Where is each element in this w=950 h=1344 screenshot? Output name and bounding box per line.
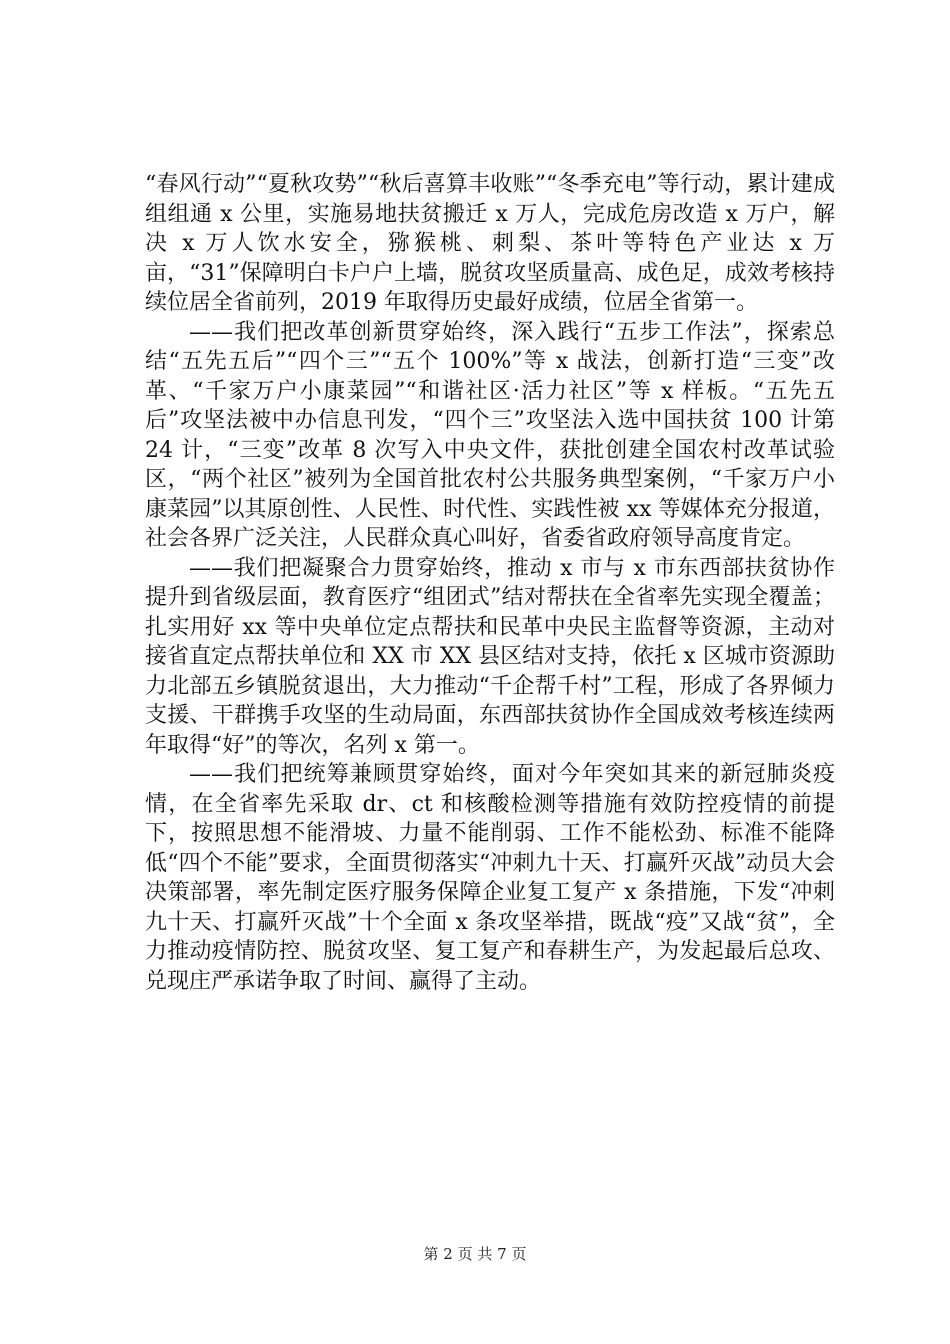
page-number-footer: 第 2 页 共 7 页	[423, 1245, 527, 1263]
paragraph-4: ——我们把统筹兼顾贯穿始终，面对今年突如其来的新冠肺炎疫情，在全省率先采取 dr、ct 和核酸检测等措施有效防控疫情的前提下，按照思想不能滑坡、力量不能削弱、工作不能松劲、标准不能降低“四个不能”要求，全面贯彻落实“冲刺九十天、打赢歼灭战”动员大会决策部署，率先制定医疗服务保障企业复工复产 x 条措施，下发“冲刺九十天、打赢歼灭战”十个全面 x 条攻坚举措，既战“疫”又战“贫”，全力推动疫情防控、脱贫攻坚、复工复产和春耕生产，为发起最后总攻、兑现庄严承诺争取了时间、赢得了主动。	[145, 762, 835, 994]
paragraph-3: ——我们把凝聚合力贯穿始终，推动 x 市与 x 市东西部扶贫协作提升到省级层面，教育医疗“组团式”结对帮扶在全省率先实现全覆盖；扎实用好 xx 等中央单位定点帮扶和民革中央民主监督等资源，主动对接省直定点帮扶单位和 XX 市 XX 县区结对支持，依托 x 区城市资源助力北部五乡镇脱贫退出，大力推动“千企帮千村”工程，形成了各界倾力支援、干群携手攻坚的生动局面，东西部扶贫协作全国成效考核连续两年取得“好”的等次，名列 x 第一。	[145, 555, 835, 758]
document-body	[145, 170, 835, 996]
paragraph-1: “春风行动”“夏秋攻势”“秋后喜算丰收账”“冬季充电”等行动，累计建成组组通 x 公里，实施易地扶贫搬迁 x 万人，完成危房改造 x 万户，解决 x 万人饮水安全，猕猴桃、刺梨、茶叶等特色产业达 x 万亩，“31”保障明白卡户户上墙，脱贫攻坚质量高、成色足，成效考核持续位居全省前列，2019 年取得历史最好成绩，位居全省第一。	[145, 172, 835, 315]
paragraph-2: ——我们把改革创新贯穿始终，深入践行“五步工作法”，探索总结“五先五后”“四个三”“五个 100%”等 x 战法，创新打造“三变”改革、“千家万户小康菜园”“和谐社区·活力社区”等 x 样板。“五先五后”攻坚法被中办信息刊发，“四个三”攻坚法入选中国扶贫 100 计第 24 计，“三变”改革 8 次写入中央文件，获批创建全国农村改革试验区，“两个社区”被列为全国首批农村公共服务典型案例，“千家万户小康菜园”以其原创性、人民性、时代性、实践性被 xx 等媒体充分报道，社会各界广泛关注，人民群众真心叫好，省委省政府领导高度肯定。	[145, 319, 835, 551]
